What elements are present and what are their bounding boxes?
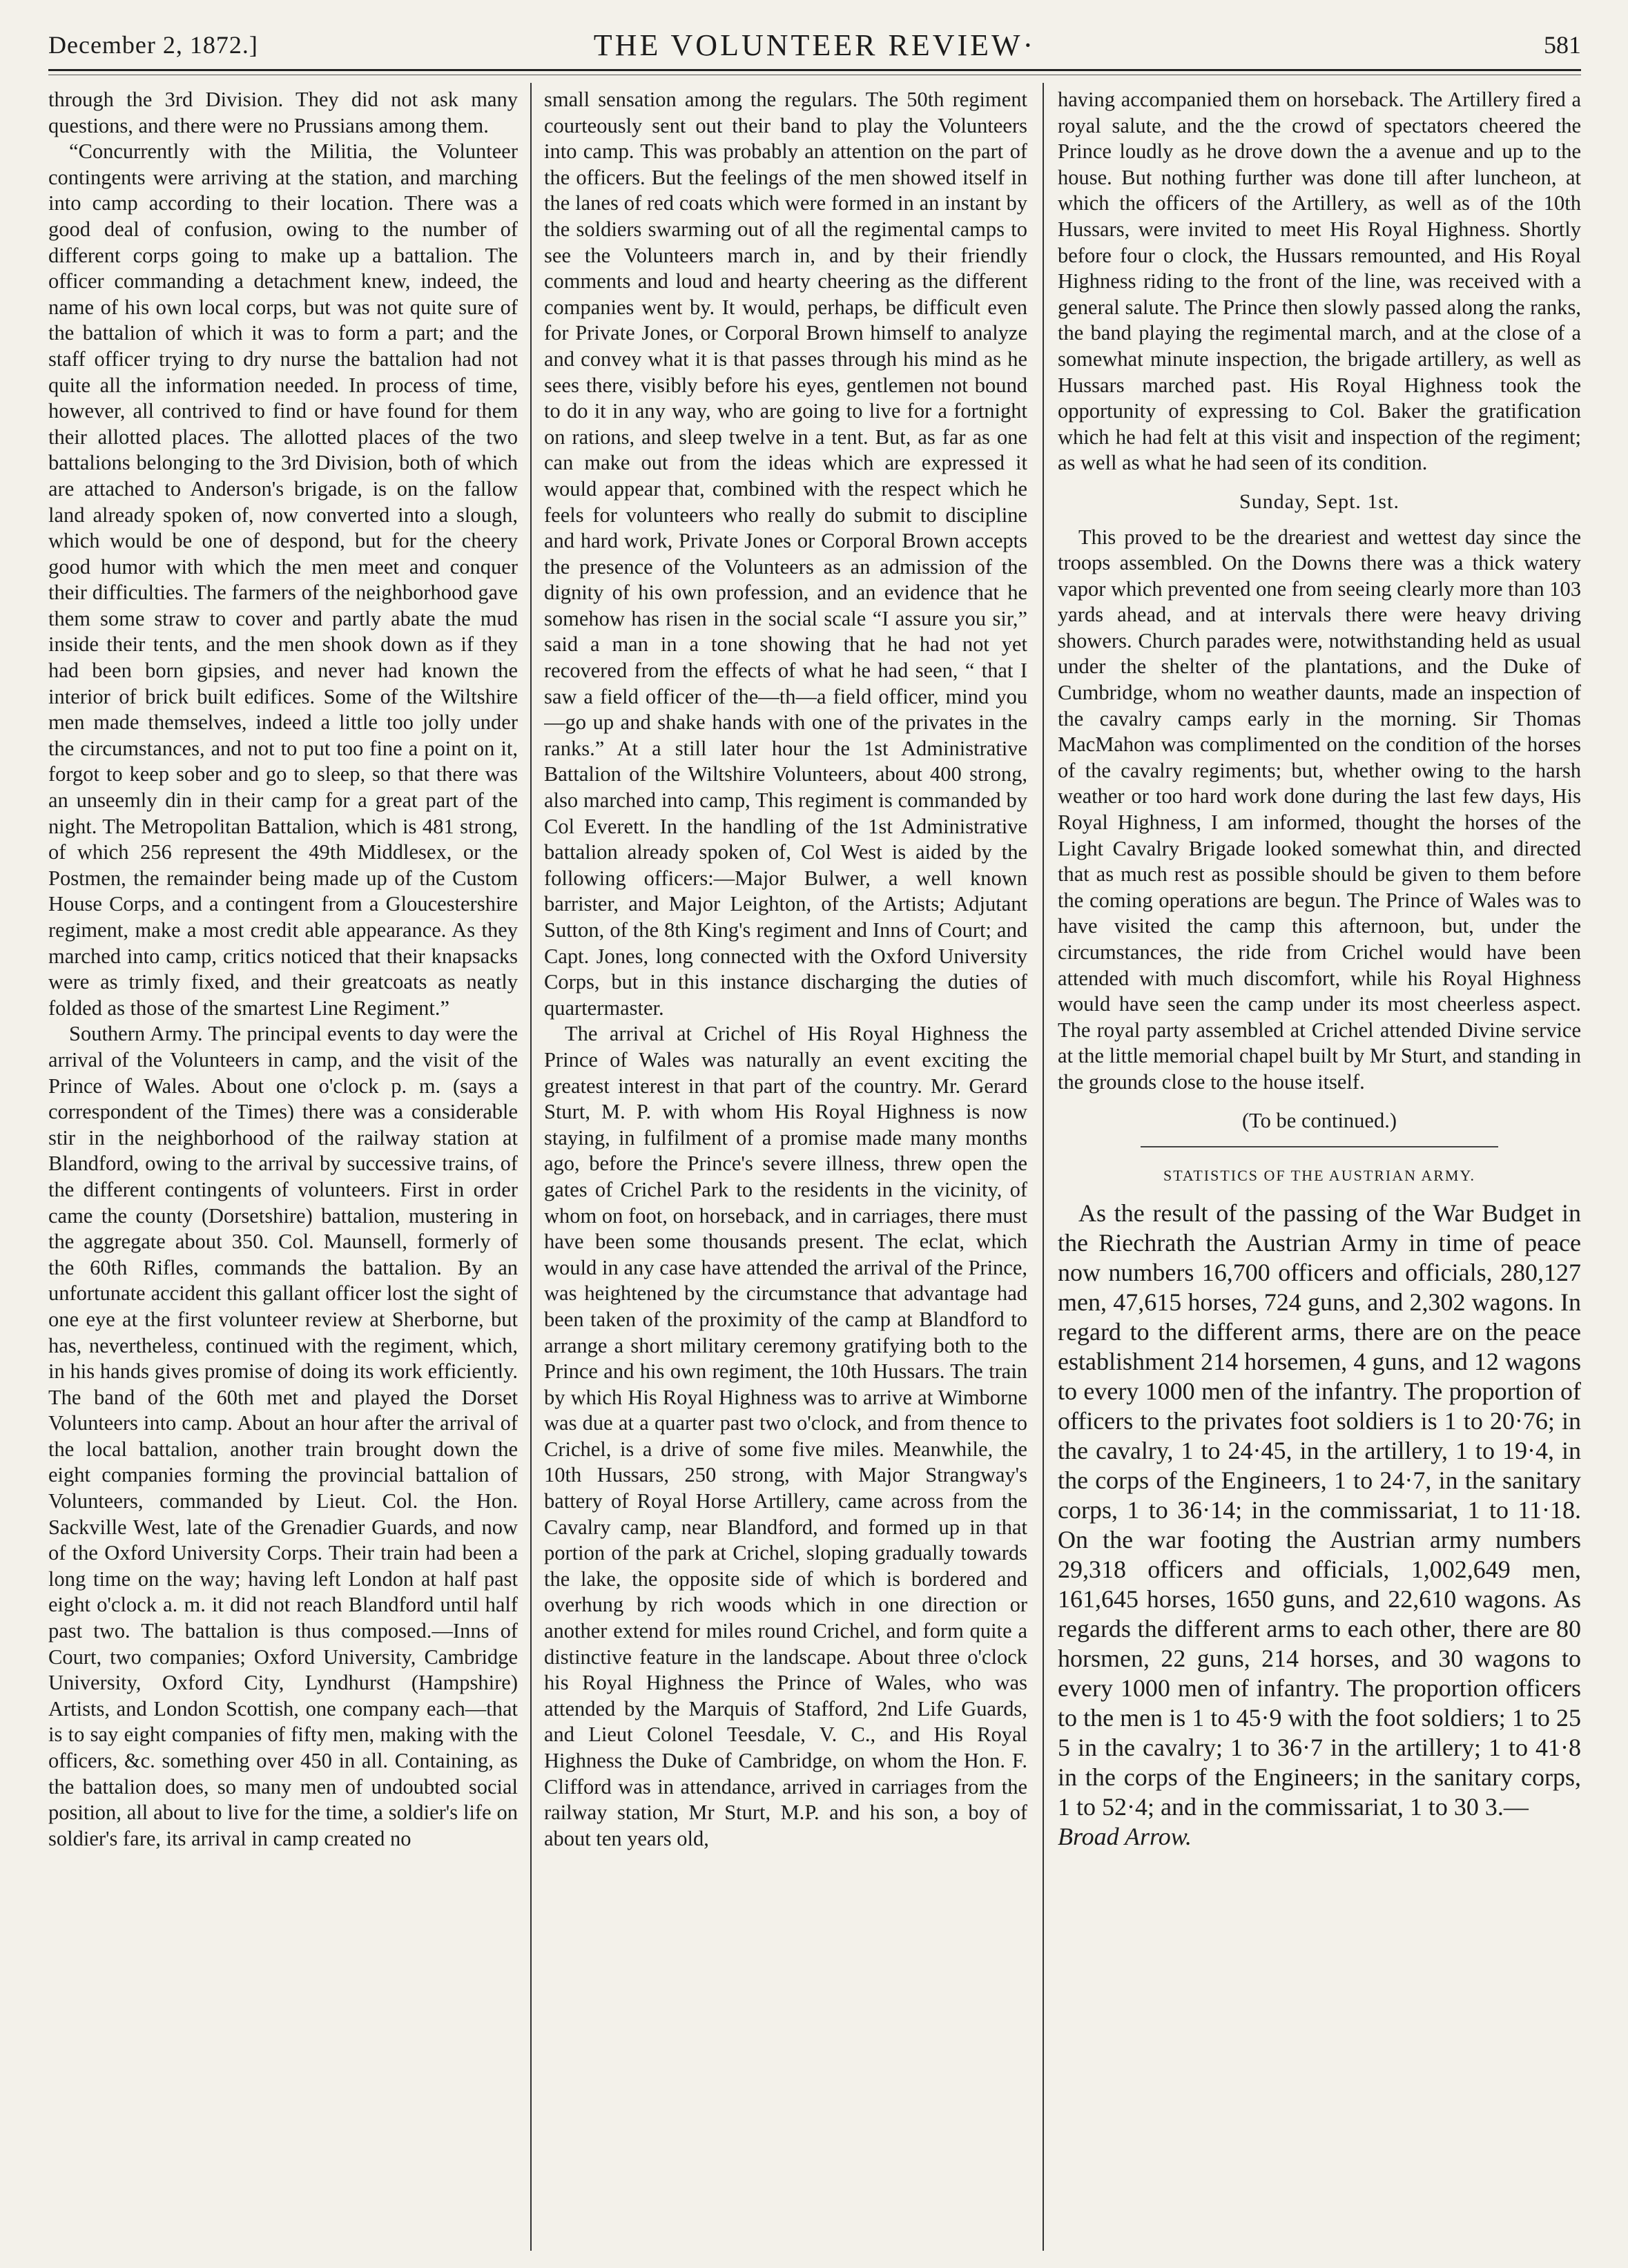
statistics-article	[1058, 1199, 1581, 1852]
continued-note: (To be continued.)	[1242, 1108, 1397, 1132]
paragraph: “Concurrently with the Militia, the Volunteer contingents were arriving at the station, and marching into camp according to their location. There was a good deal of confusion, owing to the number of different corps going to make up a battalion. The officer commanding a detachment knew, indeed, the name of his own local corps, but was not quite sure of the battalion of which it was to form a part; and the staff officer trying to dry nurse the battalion had not quite all the information needed. In process of time, however, all contrived to find or have found for them their allotted places. The allotted places of the two battalions belonging to the 3rd Division, both of which are attached to Anderson's brigade, is on the fallow land already spoken of, now converted into a slough, which would be one of despond, but for the cheery good humor with which the men meet and conquer their difficulties. The farmers of the neighborhood gave them some straw to cover and partly abate the mud inside their tents, and the men shook down as if they had been born gipsies, and never had known the interior of brick built edifices. Some of the Wiltshire men made themselves, indeed a little too jolly under the circumstances, and not to put too fine a point on it, forgot to keep sober and go to sleep, so that there was an unseemly din in their camp for a great part of the night. The Metropolitan Battalion, which is 481 strong, of which 256 represent the 49th Middlesex, or the Postmen, the remainder being made up of the Custom House Corps, and a contingent from a Gloucestershire regiment, make a most credit able appearance. As they marched into camp, critics noticed that their knapsacks were as trimly fixed, and their greatcoats as neatly folded as those of the smartest Line Regiment.”	[48, 139, 518, 1020]
publication-title: THE VOLUNTEER REVIEW·	[593, 28, 1036, 62]
page-header	[48, 22, 1581, 65]
issue-date: December 2, 1872.]	[48, 31, 258, 59]
article-source: Broad Arrow.	[1058, 1822, 1192, 1850]
column-divider-2	[1043, 83, 1044, 2251]
column-1	[48, 87, 518, 2234]
paragraph: As the result of the passing of the War Budget in the Riechrath the Austrian Army in time of peace now numbers 16,700 officers and officials, 280,127 men, 47,615 horses, 724 guns, and 2,302 wagons. In regard to the different arms, there are on the peace establishment 214 horsemen, 4 guns, and 12 wagons to every 1000 men of the infantry. The proportion of officers to the privates foot soldiers is 1 to 20·76; in the cavalry, 1 to 24·45, in the artillery, 1 to 19·4, in the corps of the Engineers, 1 to 24·7, in the sanitary corps, 1 to 36·14; in the commissariat, 1 to 11·18. On the war footing the Austrian army numbers 29,318 officers and officials, 1,002,649 men, 161,645 horses, 1650 guns, and 22,610 wagons. As regards the different arms to each other, there are 80 horsmen, 22 guns, 214 horses, and 30 wagons to every 1000 men of infantry. The proportion officers to the men is 1 to 45·9 with the foot soldiers; 1 to 25 5 in the cavalry; 1 to 36·7 in the artillery; 1 to 41·8 in the corps of the Engineers; in the sanitary corps, 1 to 52·4; and in the commissariat, 1 to 30 3.—	[1058, 1199, 1581, 1821]
paragraph: This proved to be the dreariest and wettest day since the troops assembled. On the Downs there was a thick watery vapor which prevented one from seeing clearly more than 103 yards ahead, and at intervals there were heavy driving showers. Church parades were, notwithstanding held as usual under the shelter of the plantations, and the Duke of Cumbridge, whom no weather daunts, made an inspection of the cavalry camps early in the morning. Sir Thomas MacMahon was complimented on the condition of the horses of the cavalry regiments; but, whether owing to the harsh weather or too hard work done during the last few days, His Royal Highness, I am informed, thought the horses of the Light Cavalry Brigade looked somewhat thin, and directed that as much rest as possible should be given to them before the coming operations are begun. The Prince of Wales was to have visited the camp this afternoon, but, under the circumstances, the ride from Crichel would have been attended with much discomfort, while his Royal Highness would have seen the camp under its most cheerless aspect. The royal party assembled at Crichel attended Divine service at the little memorial chapel built by Mr Sturt, and standing in the grounds close to the house itself.	[1058, 525, 1581, 1094]
header-rule	[48, 69, 1581, 71]
section-heading: Sunday, Sept. 1st.	[1239, 490, 1399, 513]
article-heading: STATISTICS OF THE AUSTRIAN ARMY.	[1163, 1167, 1475, 1185]
column-3	[1058, 87, 1581, 2234]
section-separator	[1141, 1146, 1498, 1147]
page-number: 581	[1544, 31, 1581, 59]
paragraph: The arrival at Crichel of His Royal Highness the Prince of Wales was naturally an event exciting the greatest interest in that part of the country. Mr. Gerard Sturt, M. P. with whom His Royal Highness is now staying, in fulfilment of a promise made many months ago, before the Prince's severe illness, threw open the gates of Crichel Park to the residents in the vicinity, of whom on foot, on horseback, and in carriages, there must have been some thousands present. The eclat, which would in any case have attended the arrival of the Prince, was heightened by the circumstance that advantage had been taken of the proximity of the camp at Blandford to arrange a short military ceremony gratifying both to the Prince and his own regiment, the 10th Hussars. The train by which His Royal Highness was to arrive at Wimborne was due at a quarter past two o'clock, and from thence to Crichel, is a drive of some five miles. Meanwhile, the 10th Hussars, 250 strong, with Major Strangway's battery of Royal Horse Artillery, came across from the Cavalry camp, near Blandford, and formed up in that portion of the park at Crichel, sloping gradually towards the lake, the opposite side of which is bordered and overhung by rich woods which in one direction or another extend for miles round Crichel, and form quite a distinctive feature in the landscape. About three o'clock his Royal Highness the Prince of Wales, who was attended by the Marquis of Stafford, 2nd Life Guards, and Lieut Colonel Teesdale, V. C., and His Royal Highness the Duke of Cambridge, on whom the Hon. F. Clifford was in attendance, arrived in carriages from the railway station, Mr Sturt, M.P. and his son, a boy of about ten years old,	[544, 1022, 1027, 1850]
paragraph: Southern Army. The principal events to day were the arrival of the Volunteers in camp, and the visit of the Prince of Wales. About one o'clock p. m. (says a correspondent of the Times) there was a considerable stir in the neighborhood of the railway station at Blandford, owing to the arrival by successive trains, of the different contingents of volunteers. First in order came the county (Dorsetshire) battalion, mustering in the aggregate about 350. Col. Maunsell, formerly of the 60th Rifles, commands the battalion. By an unfortunate accident this gallant officer lost the sight of one eye at the first volunteer review at Sherborne, but has, nevertheless, continued with the regiment, which, in his hands gives promise of doing its work efficiently. The band of the 60th met and played the Dorset Volunteers into camp. About an hour after the arrival of the local battalion, another train brought down the eight companies forming the provincial battalion of Volunteers, commanded by Lieut. Col. the Hon. Sackville West, late of the Grenadier Guards, and now of the Oxford University Corps. Their train had been a long time on the way; having left London at half past eight o'clock a. m. it did not reach Blandford until half past two. The battalion is thus composed.—Inns of Court, two companies; Oxford University, Cambridge University, Oxford City, Lyndhurst (Hampshire) Artists, and London Scottish, one company each—that is to say eight companies of fifty men, making with the officers, &c. something over 450 in all. Containing, as the battalion does, so many men of undoubted social position, all about to live for the time, a soldier's life on soldier's fare, its arrival in camp created no	[48, 1022, 518, 1850]
paragraph: through the 3rd Division. They did not ask many questions, and there were no Prussians among them.	[48, 88, 518, 137]
paragraph: small sensation among the regulars. The 50th regiment courteously sent out their band to play the Volunteers into camp. This was probably an attention on the part of the officers. But the feelings of the men showed itself in the lanes of red coats which were formed in an instant by the soldiers swarming out of all the regimental camps to see the Volunteers march in, and by their friendly comments and loud and hearty cheering as the different companies went by. It would, perhaps, be difficult even for Private Jones, or Corporal Brown himself to analyze and convey what it is that passes through his mind as he sees there, visibly before his eyes, gentlemen not bound to do it in any way, who are going to live for a fortnight on rations, and sleep twelve in a tent. But, as far as one can make out from the ideas which are expressed it would appear that, combined with the respect which he feels for volunteers who really do submit to discipline and hard work, Private Jones or Corporal Brown accepts the presence of the Volunteers as an admission of the dignity of his own profession, and an evidence that he somehow has risen in the social scale “I assure you sir,” said a man in a tone showing that he had not yet recovered from the effects of what he had seen, “ that I saw a field officer of the—th—a field officer, mind you—go up and shake hands with one of the privates in the ranks.” At a still later hour the 1st Administrative Battalion of the Wiltshire Volunteers, about 400 strong, also marched into camp, This regiment is commanded by Col Everett. In the handling of the 1st Administrative battalion already spoken of, Col West is aided by the following officers:—Major Bulwer, a well known barrister, and Major Leighton, of the Artists; Adjutant Sutton, of the 8th King's regiment and Inns of Court; and Capt. Jones, long connected with the Oxford University Corps, but in this instance discharging the duties of quartermaster.	[544, 88, 1027, 1020]
column-divider-1	[530, 83, 532, 2251]
paragraph: having accompanied them on horseback. The Artillery fired a royal salute, and the the crowd of spectators cheered the Prince loudly as he drove down the a avenue and up to the house. But nothing further was done till after luncheon, at which the officers of the Artillery, as well as of the 10th Hussars, were invited to meet His Royal Highness. Shortly before four o clock, the Hussars remounted, and His Royal Highness riding to the front of the line, was received with a general salute. The Prince then slowly passed along the ranks, the band playing the regimental march, and at the close of a somewhat minute inspection, the brigade artillery, as well as Hussars marched past. His Royal Highness took the opportunity of expressing to Col. Baker the gratification which he had felt at this visit and inspection of the regiment; as well as what he had seen of its condition.	[1058, 88, 1581, 475]
column-2	[544, 87, 1027, 2234]
